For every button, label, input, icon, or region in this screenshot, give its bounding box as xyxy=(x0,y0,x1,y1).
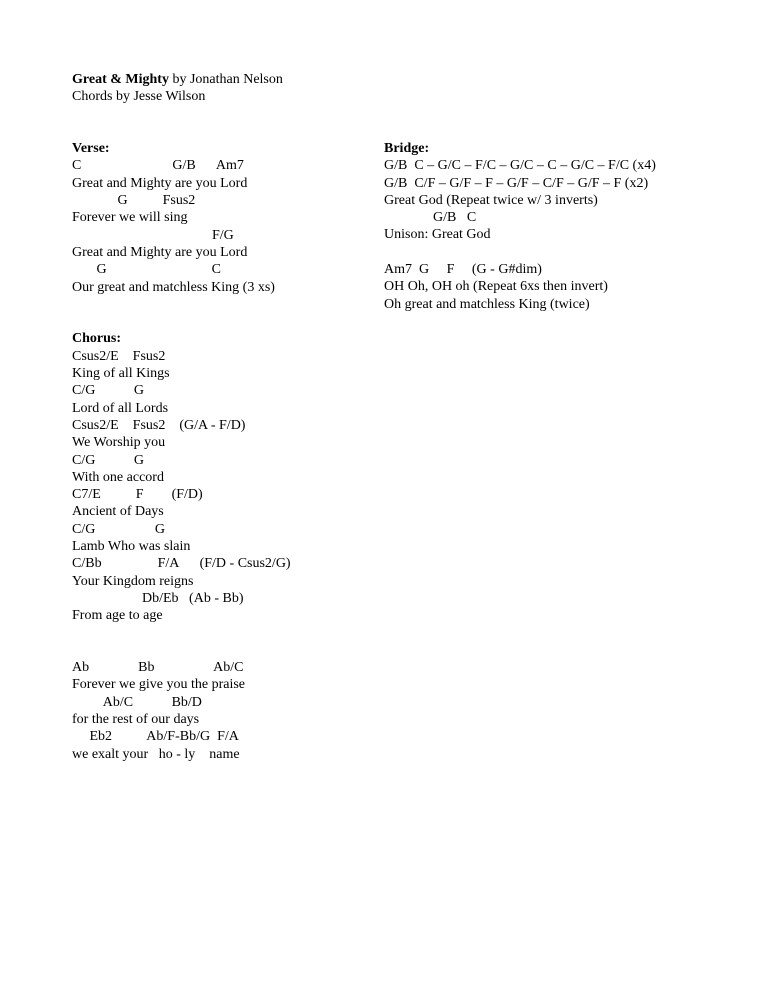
verse-line: Our great and matchless King (3 xs) xyxy=(72,279,275,295)
chorus-line: C7/E F (F/D) xyxy=(72,487,203,503)
bridge-line: Am7 G F (G - G#dim) xyxy=(384,262,542,278)
verse-line: Great and Mighty are you Lord xyxy=(72,244,248,260)
chorus-lines xyxy=(72,348,372,625)
bridge-line: Great God (Repeat twice w/ 3 inverts) xyxy=(384,192,598,208)
chorus-line: Your Kingdom reigns xyxy=(72,573,194,589)
tag-line: for the rest of our days xyxy=(72,711,200,727)
bridge-lines xyxy=(384,157,724,243)
verse-line: Forever we will sing xyxy=(72,210,188,226)
bridge-line: G/B C xyxy=(384,210,477,226)
bridge-line: G/B C/F – G/F – F – G/F – C/F – G/F – F (x2) xyxy=(384,175,649,191)
chorus-line: C/Bb F/A (F/D - Csus2/G) xyxy=(72,556,291,572)
chorus-line: We Worship you xyxy=(72,435,166,451)
bridge-line: Oh great and matchless King (twice) xyxy=(384,296,590,312)
bridge-line: Unison: Great God xyxy=(384,227,491,243)
bridge-line: G/B C – G/C – F/C – G/C – C – G/C – F/C (x4) xyxy=(384,158,656,174)
bridge-lines-2 xyxy=(384,261,724,313)
chorus-line: Csus2/E Fsus2 (G/A - F/D) xyxy=(72,417,246,433)
chorus-line: C/G G xyxy=(72,383,144,399)
chorus-line: Ancient of Days xyxy=(72,504,164,520)
chorus-line: Lamb Who was slain xyxy=(72,539,191,555)
tag-line: Forever we give you the praise xyxy=(72,677,245,693)
verse-lines xyxy=(72,157,372,295)
verse-line: C G/B Am7 xyxy=(72,158,244,174)
chorus-line: Csus2/E Fsus2 xyxy=(72,348,166,364)
chorus-line: Lord of all Lords xyxy=(72,400,169,416)
tag-lines xyxy=(72,659,372,763)
verse-line: Great and Mighty are you Lord xyxy=(72,175,248,191)
tag-line: we exalt your ho - ly name xyxy=(72,746,240,762)
tag-line: Ab/C Bb/D xyxy=(72,694,202,710)
song-title: Great & Mighty xyxy=(72,72,169,87)
chorus-line: From age to age xyxy=(72,608,163,624)
chorus-line: Db/Eb (Ab - Bb) xyxy=(72,590,244,606)
song-author: by Jonathan Nelson xyxy=(168,72,283,87)
bridge-section xyxy=(384,140,724,313)
verse-section xyxy=(72,140,372,296)
chorus-line: C/G G xyxy=(72,521,165,537)
left-column xyxy=(72,71,372,763)
verse-line: G C xyxy=(72,262,221,278)
tag-line: Ab Bb Ab/C xyxy=(72,660,244,676)
chord-credit: Chords by Jesse Wilson xyxy=(72,89,206,105)
verse-line: G Fsus2 xyxy=(72,193,196,209)
chorus-section xyxy=(72,330,372,624)
bridge-heading: Bridge: xyxy=(384,141,430,156)
tag-line: Eb2 Ab/F-Bb/G F/A xyxy=(72,729,239,745)
verse-line: F/G xyxy=(72,227,234,243)
chorus-line: King of all Kings xyxy=(72,366,170,382)
right-column xyxy=(384,140,724,313)
chorus-line: C/G G xyxy=(72,452,144,468)
verse-heading: Verse: xyxy=(72,141,110,157)
bridge-line: OH Oh, OH oh (Repeat 6xs then invert) xyxy=(384,279,608,295)
tag-section xyxy=(72,659,372,763)
song-header xyxy=(72,71,372,88)
chorus-line: With one accord xyxy=(72,469,164,485)
chorus-heading: Chorus: xyxy=(72,331,122,347)
